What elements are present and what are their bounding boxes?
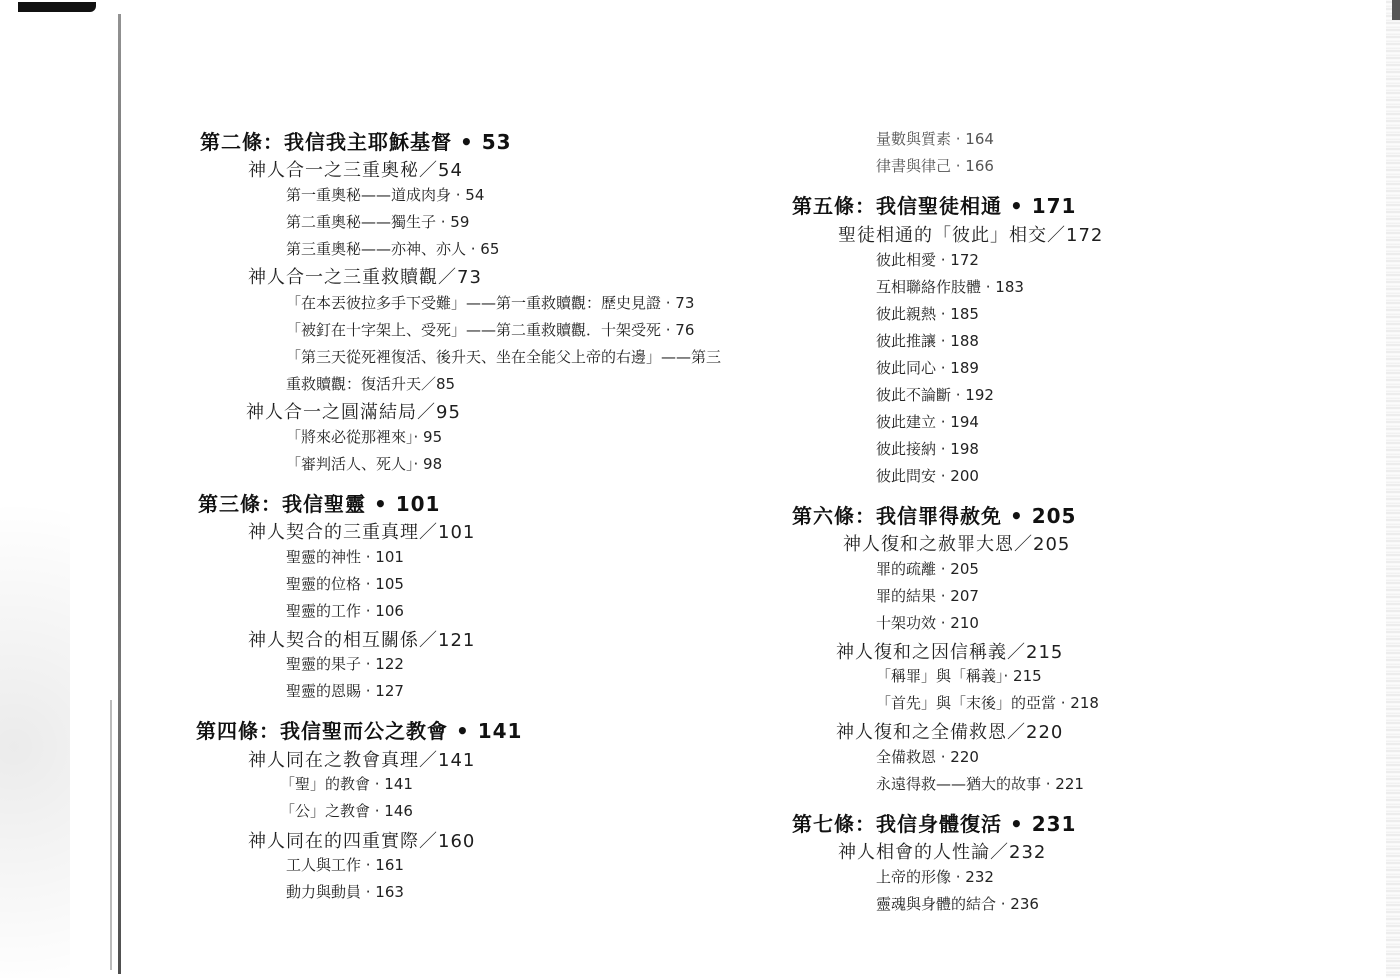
book-binding-shadow [110, 700, 112, 970]
toc-section: 神人同在的四重實際／160 [248, 831, 476, 852]
toc-item: 「審判活人、死人」· 98 [286, 455, 443, 473]
toc-item: 彼此相愛 · 172 [876, 251, 979, 269]
toc-item: 彼此推讓 · 188 [876, 332, 979, 350]
toc-item: 「被釘在十字架上、受死」——第二重救贖觀．十架受死 · 76 [286, 321, 695, 339]
toc-article: 第五條：我信聖徒相通 • 171 [792, 194, 1077, 218]
toc-item: 靈魂與身體的結合 · 236 [876, 895, 1039, 913]
toc-item: 聖靈的神性 · 101 [286, 548, 404, 566]
toc-section: 神人同在之教會真理／141 [248, 750, 476, 771]
toc-item: 上帝的形像 · 232 [876, 868, 994, 886]
toc-item: 「稱罪」與「稱義」· 215 [876, 667, 1042, 685]
toc-section: 聖徒相通的「彼此」相交／172 [838, 225, 1104, 246]
toc-item: 聖靈的位格 · 105 [286, 575, 404, 593]
toc-item: 罪的結果 · 207 [876, 587, 979, 605]
toc-item: 聖靈的果子 · 122 [286, 655, 404, 673]
toc-item: 重救贖觀：復活升天／85 [286, 375, 456, 393]
toc-article: 第三條：我信聖靈 • 101 [198, 492, 441, 516]
toc-section: 神人復和之因信稱義／215 [836, 642, 1064, 663]
book-binding-line [118, 14, 121, 974]
toc-item: 第一重奧秘——道成肉身 · 54 [286, 186, 485, 204]
toc-article: 第四條：我信聖而公之教會 • 141 [196, 719, 523, 743]
toc-item: 彼此同心 · 189 [876, 359, 979, 377]
toc-item: 律書與律己 · 166 [876, 157, 994, 175]
toc-item: 工人與工作 · 161 [286, 856, 404, 874]
toc-section: 神人合一之三重奧秘／54 [248, 160, 463, 181]
toc-section: 神人契合的三重真理／101 [248, 522, 476, 543]
toc-section: 神人契合的相互關係／121 [248, 630, 476, 651]
toc-item: 彼此親熱 · 185 [876, 305, 979, 323]
toc-item: 「公」之教會 · 146 [280, 802, 413, 820]
toc-item: 互相聯絡作肢體 · 183 [876, 278, 1024, 296]
toc-item: 動力與動員 · 163 [286, 883, 404, 901]
toc-section: 神人合一之三重救贖觀／73 [248, 267, 482, 288]
toc-item: 永遠得救——猶大的故事 · 221 [876, 775, 1084, 793]
toc-item: 十架功效 · 210 [876, 614, 979, 632]
scan-noise-left [0, 400, 70, 978]
toc-article: 第二條：我信我主耶穌基督 • 53 [200, 130, 512, 154]
toc-item: 「聖」的教會 · 141 [280, 775, 413, 793]
toc-item: 第二重奧秘——獨生子 · 59 [286, 213, 470, 231]
toc-item: 彼此接納 · 198 [876, 440, 979, 458]
toc-section: 神人相會的人性論／232 [838, 842, 1047, 863]
toc-item: 彼此建立 · 194 [876, 413, 979, 431]
toc-article: 第六條：我信罪得赦免 • 205 [792, 504, 1077, 528]
toc-item: 「將來必從那裡來」· 95 [286, 428, 443, 446]
page-edge-right [1386, 0, 1400, 978]
toc-item: 「第三天從死裡復活、後升天、坐在全能父上帝的右邊」——第三 [286, 348, 722, 366]
toc-section: 神人復和之全備救恩／220 [836, 722, 1064, 743]
toc-item: 量數與質素 · 164 [876, 130, 994, 148]
toc-item: 彼此不論斷 · 192 [876, 386, 994, 404]
toc-section: 神人復和之赦罪大恩／205 [843, 534, 1071, 555]
scan-artifact-corner [1392, 0, 1400, 20]
toc-section: 神人合一之圓滿結局／95 [246, 402, 461, 423]
scan-artifact-top-bar [18, 2, 96, 12]
toc-item: 第三重奧秘——亦神、亦人 · 65 [286, 240, 500, 258]
toc-item: 全備救恩 · 220 [876, 748, 979, 766]
toc-item: 「首先」與「末後」的亞當 · 218 [876, 694, 1099, 712]
toc-article: 第七條：我信身體復活 • 231 [792, 812, 1077, 836]
toc-item: 「在本丟彼拉多手下受難」——第一重救贖觀：歷史見證 · 73 [286, 294, 695, 312]
toc-item: 聖靈的恩賜 · 127 [286, 682, 404, 700]
toc-item: 彼此問安 · 200 [876, 467, 979, 485]
toc-item: 聖靈的工作 · 106 [286, 602, 404, 620]
toc-item: 罪的疏離 · 205 [876, 560, 979, 578]
